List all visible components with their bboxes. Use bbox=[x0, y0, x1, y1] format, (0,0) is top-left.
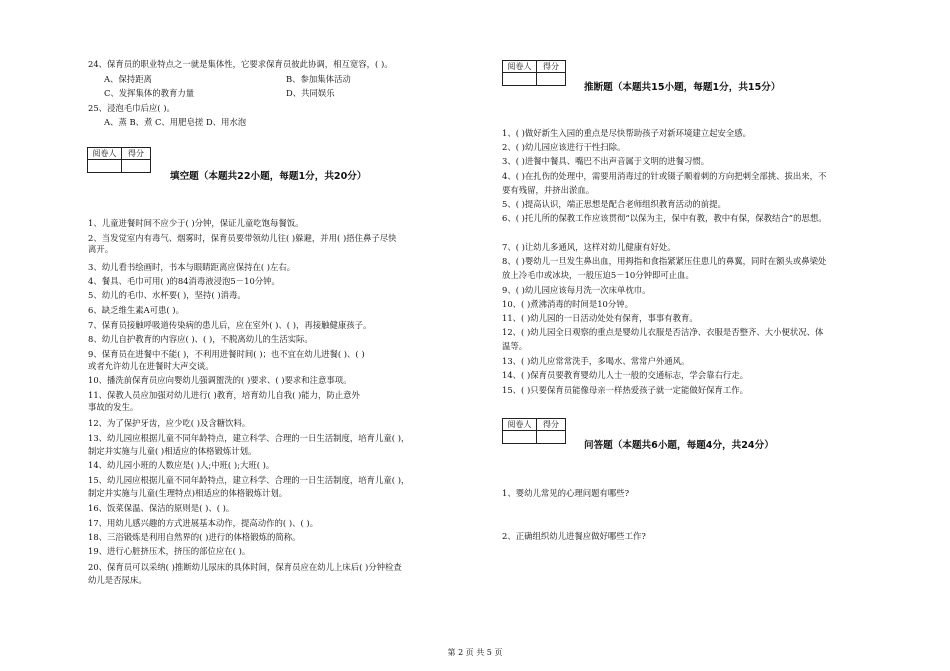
score-box-score-label: 得分 bbox=[537, 419, 566, 431]
judge-question-line: 13、( )幼儿应常常洗手，多喝水、常常户外通风。 bbox=[502, 356, 690, 366]
fill-question-line: 11、保教人员应加强对幼儿进行( )教育，培育幼儿自我( )能力，防止意外 bbox=[88, 390, 360, 400]
score-box-score-label: 得分 bbox=[537, 61, 566, 73]
fill-question-line: 2、当发觉室内有毒气、烟雾时，保育员要带领幼儿往( )躲避，并用( )捂住鼻子尽快 bbox=[88, 233, 397, 243]
judge-question-line: 12、( )幼儿园全日观察的重点是婴幼儿衣服是否洁净、衣服是否整齐、大小便状况、体 bbox=[502, 327, 824, 337]
fill-question-line: 17、用幼儿感兴趣的方式进展基本动作，提高动作的( )、( )。 bbox=[88, 518, 319, 528]
judge-question-line: 6、( )托儿所的保教工作应该贯彻“以保为主，保中有教，教中有保，保教结合”的思想。 bbox=[502, 213, 827, 223]
judge-question-line: 5、( )提高认识，端正思想是配合老师组织教育活动的前提。 bbox=[502, 199, 726, 209]
score-box-fill bbox=[87, 147, 151, 173]
score-box-grader-label: 阅卷人 bbox=[503, 419, 537, 431]
question-24-option-d: D、共同娱乐 bbox=[286, 88, 335, 98]
judge-question-line: 4、( )在扎伤的处理中，需要用消毒过的针或镊子顺着刺的方向把刺全部挑、拔出来，不 bbox=[502, 171, 827, 181]
question-24-option-a: A、保持距离 bbox=[104, 74, 152, 84]
score-box-score-cell[interactable] bbox=[537, 431, 566, 444]
fill-question-line: 7、保育员接触呼吸道传染病的患儿后，应在室外( )、( )，再接触健康孩子。 bbox=[88, 320, 372, 330]
qa-question-1: 1、婴幼儿常见的心理问题有哪些? bbox=[502, 488, 630, 498]
judge-question-line: 2、( )幼儿园应该进行干性扫除。 bbox=[502, 142, 626, 152]
fill-question-line: 6、缺乏维生素A可患( )。 bbox=[88, 305, 184, 315]
fill-section-title: 填空题（本题共22小题，每题1分，共20分） bbox=[170, 171, 367, 182]
score-box-grader-cell[interactable] bbox=[503, 431, 537, 444]
score-box-score-cell[interactable] bbox=[122, 160, 151, 173]
fill-question-line: 19、进行心脏挤压术，挤压的部位应在( )。 bbox=[88, 546, 251, 556]
fill-question-line: 12、为了保护牙齿，应少吃( )及含糖饮料。 bbox=[88, 418, 251, 428]
fill-question-line: 离开。 bbox=[88, 244, 114, 254]
judge-question-line: 要有残留，并挤出淤血。 bbox=[502, 185, 595, 195]
fill-question-line: 5、幼儿的毛巾、水杯要( )，坚持( )消毒。 bbox=[88, 290, 246, 300]
qa-section-title: 问答题（本题共6小题，每题4分，共24分） bbox=[584, 440, 774, 451]
fill-question-line: 14、幼儿园小班的人数应是( )人;中班( );大班( )。 bbox=[88, 460, 275, 470]
score-box-grader-label: 阅卷人 bbox=[503, 61, 537, 73]
question-24-option-c: C、发挥集体的教育力量 bbox=[104, 88, 195, 98]
question-25-options: A、蒸 B、煮 C、用肥皂搓 D、用水泡 bbox=[104, 117, 247, 127]
judge-question-line: 放上冷毛巾或冰块，一般压迫5－10分钟即可止血。 bbox=[502, 270, 694, 280]
judge-question-line: 14、( )保育员要教育婴幼儿人士一般的交通标志，学会靠右行走。 bbox=[502, 370, 748, 380]
qa-question-2: 2、正确组织幼儿进餐应做好哪些工作? bbox=[502, 531, 646, 541]
fill-question-line: 制定并实施与儿童(生理特点)相适应的体格锻炼计划。 bbox=[88, 488, 288, 498]
fill-question-line: 制定并实施与儿童( )相适应的体格锻炼计划。 bbox=[88, 446, 257, 456]
score-box-qa bbox=[502, 418, 566, 444]
judge-question-line: 15、( )只要保育员能像母亲一样热爱孩子就一定能做好保育工作。 bbox=[502, 385, 748, 395]
fill-question-line: 8、幼儿自护教育的内容应( )、( )，不脱离幼儿的生活实际。 bbox=[88, 334, 313, 344]
fill-question-line: 10、播洗前保育员应向婴幼儿强调盥洗的( )要求、( )要求和注意事项。 bbox=[88, 375, 352, 385]
score-box-grader-label: 阅卷人 bbox=[88, 148, 122, 160]
score-box-grader-cell[interactable] bbox=[88, 160, 122, 173]
judge-question-line: 9、( )幼儿园应该每月洗一次床单枕巾。 bbox=[502, 285, 651, 295]
score-box-judge bbox=[502, 60, 566, 86]
judge-question-line: 8、( )婴幼儿一旦发生鼻出血，用拇指和食指紧紧压住患儿的鼻翼，同时在额头或鼻梁处 bbox=[502, 256, 827, 266]
score-box-score-label: 得分 bbox=[122, 148, 151, 160]
fill-question-line: 15、幼儿园应根据儿童不同年龄特点，建立科学、合理的一日生活制度，培育儿童( )， bbox=[88, 475, 410, 485]
fill-question-line: 18、三浴锻炼是利用自然界的( )进行的体格锻炼的简称。 bbox=[88, 532, 301, 542]
fill-question-line: 13、幼儿园应根据儿童不同年龄特点，建立科学、合理的一日生活制度，培育儿童( )， bbox=[88, 433, 410, 443]
fill-question-line: 16、饭菜保温、保洁的原则是( )、( )。 bbox=[88, 503, 235, 513]
judge-section-title: 推断题（本题共15小题，每题1分，共15分） bbox=[584, 82, 781, 93]
judge-question-line: 1、( )做好新生入园的重点是尽快帮助孩子对新环境建立起安全感。 bbox=[502, 128, 752, 138]
question-25-stem: 25、浸泡毛巾后应( )。 bbox=[88, 103, 175, 113]
fill-question-line: 3、幼儿看书绘画时，书本与眼睛距离应保持在( )左右。 bbox=[88, 262, 296, 272]
judge-question-line: 11、( )幼儿园的一日活动处处有保育，事事有教育。 bbox=[502, 313, 698, 323]
question-24-option-b: B、参加集体活动 bbox=[286, 74, 351, 84]
judge-question-line: 7、( )让幼儿多通风，这样对幼儿健康有好处。 bbox=[502, 242, 676, 252]
score-box-grader-cell[interactable] bbox=[503, 73, 537, 86]
judge-question-line: 3、( )进餐中餐具、嘴巴不出声音属于文明的进餐习惯。 bbox=[502, 156, 710, 166]
fill-question-line: 4、餐具、毛巾可用( )的84消毒液浸泡5－10分钟。 bbox=[88, 276, 280, 286]
judge-question-line: 温等。 bbox=[502, 341, 528, 351]
judge-question-line: 10、( )煮沸消毒的时间是10分钟。 bbox=[502, 299, 634, 309]
fill-question-line: 或者允许幼儿在进餐时大声交谈。 bbox=[88, 361, 214, 371]
fill-question-line: 幼儿是否尿床。 bbox=[88, 575, 147, 585]
page-footer: 第 2 页 共 5 页 bbox=[447, 648, 503, 657]
fill-question-line: 1、儿童进餐时间不应少于( )分钟，保证儿童吃饱每餐饭。 bbox=[88, 218, 304, 228]
fill-question-line: 事故的发生。 bbox=[88, 402, 139, 412]
fill-question-line: 9、保育员在进餐中不能( )，不利用进餐时间( )；也不宜在幼儿进餐( )、( ) bbox=[88, 349, 365, 359]
fill-question-line: 20、保育员可以采纳( )推断幼儿尿床的具体时间，保育员应在幼儿上床后( )分钟检查 bbox=[88, 562, 402, 572]
score-box-score-cell[interactable] bbox=[537, 73, 566, 86]
question-24-stem: 24、保育员的职业特点之一就是集体性，它要求保育员彼此协调，相互宽容，( )。 bbox=[88, 59, 393, 69]
